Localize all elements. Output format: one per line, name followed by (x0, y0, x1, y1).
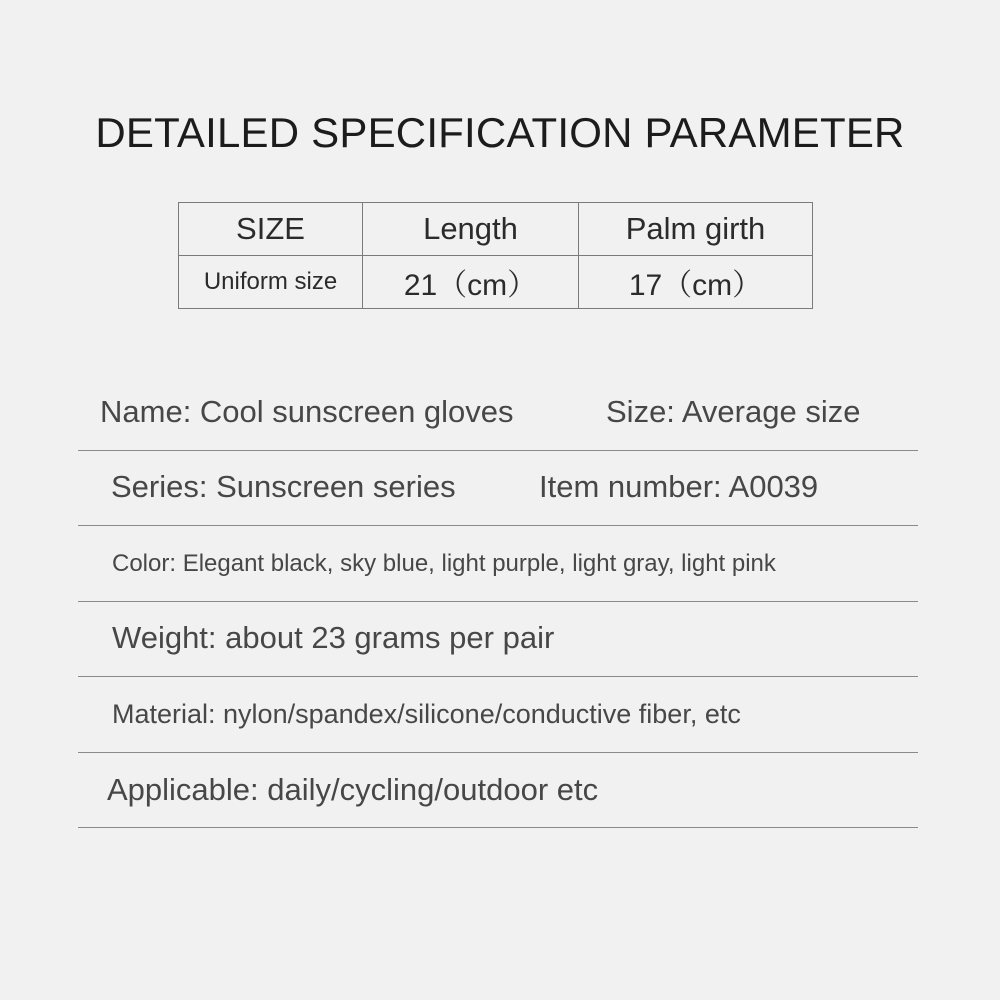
size-table-header-size: SIZE (179, 203, 363, 256)
spec-series: Series: Sunscreen series (111, 469, 456, 504)
spec-row-applicable (78, 752, 918, 828)
spec-row-series-item (78, 450, 918, 526)
size-table-header-row (179, 203, 813, 256)
spec-size: Size: Average size (606, 394, 861, 429)
spec-weight: Weight: about 23 grams per pair (112, 620, 555, 655)
spec-row-name-size (78, 380, 918, 451)
spec-row-material (78, 676, 918, 753)
size-table-header-palm-girth: Palm girth (579, 203, 813, 256)
size-table-cell-palm-girth: 17（cm） (579, 256, 813, 309)
size-table (178, 202, 813, 309)
spec-material: Material: nylon/spandex/silicone/conductive fiber, etc (112, 699, 741, 729)
spec-row-color (78, 525, 918, 602)
spec-color: Color: Elegant black, sky blue, light purple, light gray, light pink (112, 550, 776, 577)
spec-item-number: Item number: A0039 (539, 469, 819, 504)
size-table-cell-length: 21（cm） (363, 256, 579, 309)
page-title: DETAILED SPECIFICATION PARAMETER (95, 109, 905, 156)
spec-name: Name: Cool sunscreen gloves (100, 394, 514, 429)
spec-row-weight (78, 601, 918, 677)
size-table-cell-size: Uniform size (179, 256, 363, 309)
size-table-header-length: Length (363, 203, 579, 256)
size-table-row (179, 256, 813, 309)
spec-applicable: Applicable: daily/cycling/outdoor etc (107, 772, 599, 807)
